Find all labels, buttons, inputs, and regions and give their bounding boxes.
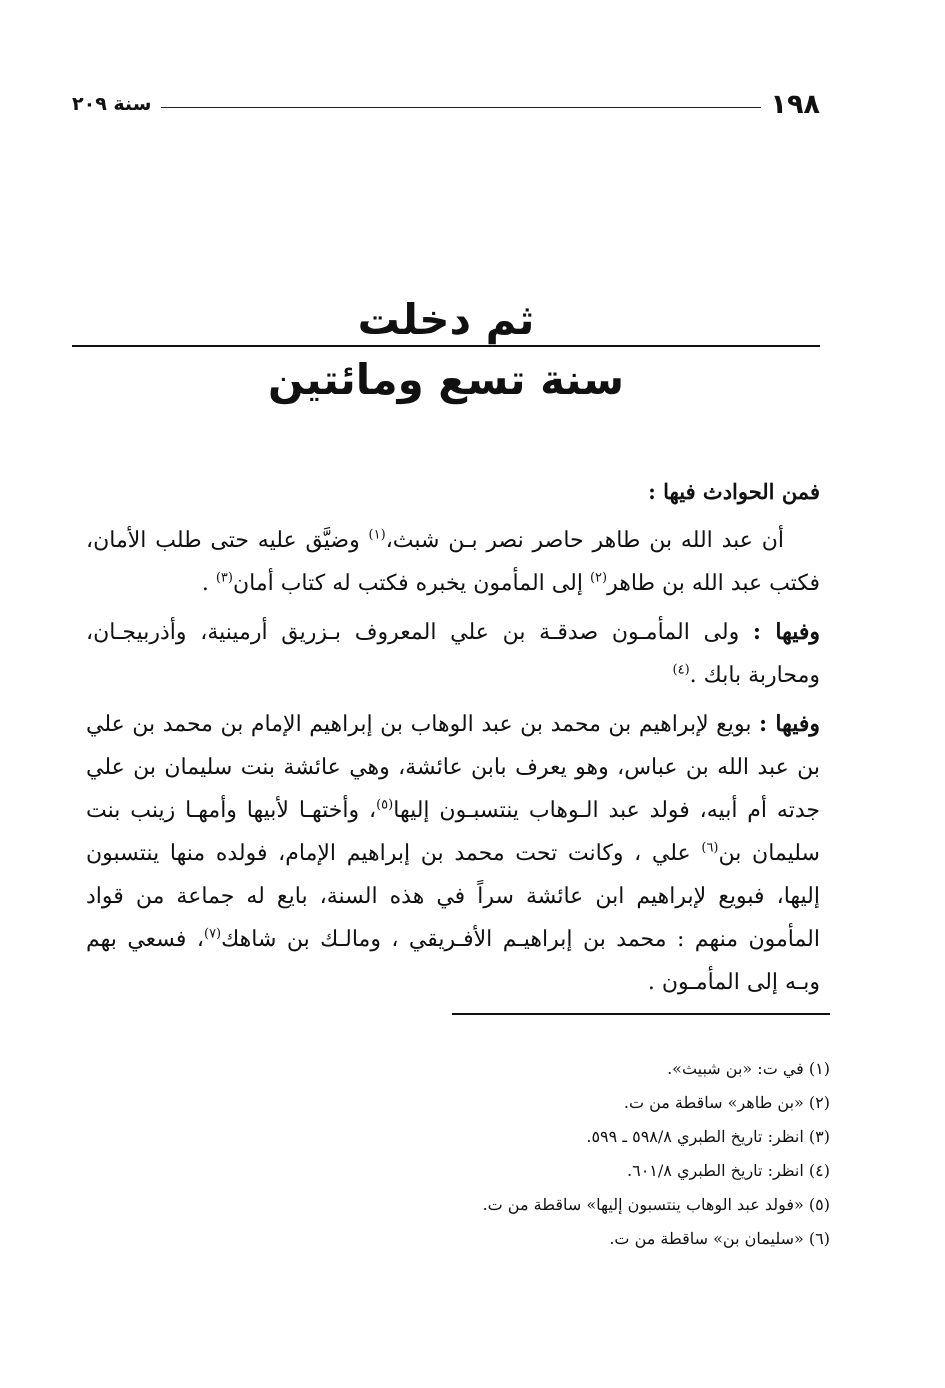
footnote-divider	[452, 1013, 830, 1015]
page-number: ١٩٨	[770, 88, 820, 120]
footnote-marker: (١)	[368, 527, 386, 543]
footnote-marker: (٦)	[701, 840, 719, 856]
paragraph-text: علي ، وكانت تحت محمد بن إبراهيم الإمام، فولده منها ينتسبون إليها، فبويع لإبراهيم ابن عائشة سراً في هذه السنة، بايع له جماعة من قواد المأمون منهم : محمد بن إبراهيـم الأفـريقي ، ومالـك بن شاهك	[86, 841, 820, 952]
paragraph-lead: وفيها :	[752, 619, 820, 645]
footnote-item: (١) في ت: «بن شبيث».	[667, 1059, 830, 1078]
footnote-marker: (٢)	[589, 570, 608, 586]
paragraph-text: بويع لإبراهيم بن محمد بن عبد الوهاب بن إبراهيم الإمام بن محمد بن علي بن عبد الله بن عباس، وهو يعرف بابن عائشة، وهي عائشة بنت سليمان بن علي جدته أم أبيه، فولد عبد الـوهاب ينتسبـون إليها	[86, 712, 820, 823]
paragraph-3	[86, 703, 820, 1004]
footnotes-list	[86, 1052, 830, 1256]
footnote-item: (٢) «بن طاهر» ساقطة من ت.	[623, 1093, 830, 1112]
paragraph-text: أن عبد الله بن طاهر حاصر نصر بـن شبث،	[385, 528, 784, 553]
chapter-title-line1: ثم دخلت	[357, 295, 535, 344]
paragraph-text: .	[201, 571, 216, 596]
body-text	[86, 470, 820, 1010]
running-header-year: سنة ٢٠٩	[72, 93, 152, 115]
footnote-item: (٣) انظر: تاريخ الطبري ٥٩٨/٨ ـ ٥٩٩.	[586, 1127, 830, 1146]
paragraph-text: ، وأختهـا لأبيها وأمهـا زينب بنت سليمان بن	[86, 798, 820, 866]
footnote-item: (٥) «فولد عبد الوهاب ينتسبون إليها» ساقطة من ت.	[482, 1195, 830, 1214]
chapter-title-line2: سنة تسع ومائتين	[267, 355, 625, 404]
header-rule	[161, 107, 760, 108]
paragraph-2	[86, 611, 820, 697]
paragraph-1	[86, 519, 820, 605]
footnote-marker: (٤)	[672, 662, 690, 678]
footnote-marker: (٥)	[376, 797, 394, 813]
paragraph-text: ، فسعي بهم وبـه إلى المأمـون .	[86, 927, 820, 995]
paragraph-text: إلى المأمون يخبره فكتب له كتاب أمان	[232, 571, 590, 596]
footnote-marker: (٣)	[215, 570, 233, 586]
paragraph-lead: وفيها :	[759, 711, 821, 737]
title-divider	[72, 345, 820, 347]
footnote-item: (٦) «سليمان بن» ساقطة من ت.	[609, 1229, 830, 1248]
footnote-marker: (٧)	[203, 926, 222, 942]
section-heading: فمن الحوادث فيها :	[648, 479, 820, 504]
paragraph-text: وضيَّق عليه حتى طلب الأمان، فكتب عبد الله بن طاهر	[86, 528, 820, 596]
footnote-item: (٤) انظر: تاريخ الطبري ٦٠١/٨.	[627, 1161, 830, 1180]
running-header	[72, 84, 820, 124]
paragraph-text: ولى المأمـون صدقـة بن علي المعروف بـزريق أرمينية، وأذربيجـان، ومحاربة بابك .	[86, 620, 820, 688]
